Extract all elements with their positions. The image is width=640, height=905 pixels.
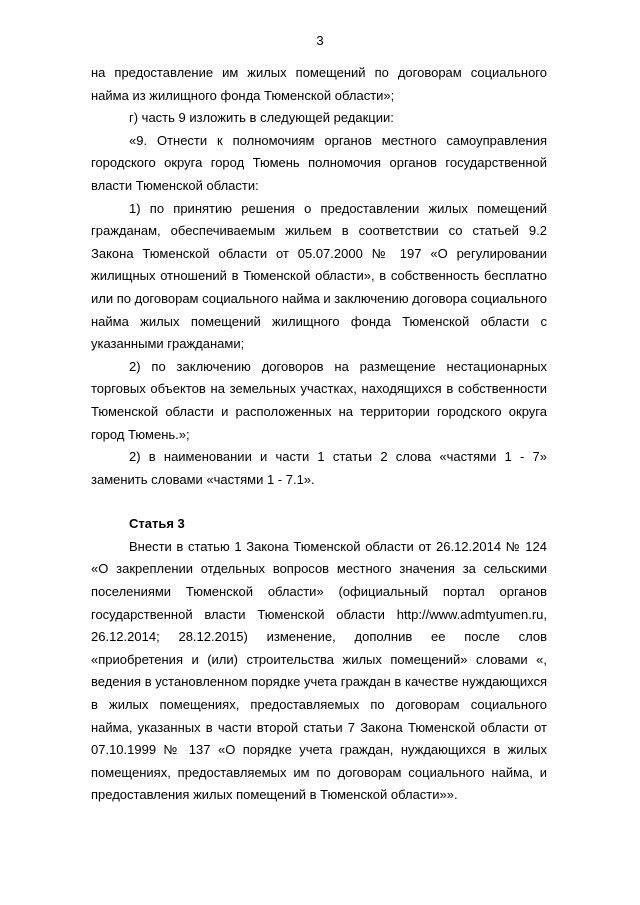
paragraph-part-9: «9. Отнести к полномочиям органов местного самоуправления городского округа город Тюмень полномочия органов государственной власти Тюменской области: — [91, 132, 547, 193]
article-3-title: Статья 3 — [129, 516, 185, 532]
paragraph-power-2: 2) по заключению договоров на размещение нестационарных торговых объектов на земельных участках, находящихся в собственности Тюменской области и расположенных на территории городского округа город Тюмень.»; — [91, 358, 547, 442]
paragraph-continuation: на предоставление им жилых помещений по договорам социального найма из жилищного фонда Тюменской области»; — [91, 65, 547, 103]
paragraph-power-1: 1) по принятию решения о предоставлении жилых помещений гражданам, обеспечиваемым жильем в соответствии со статьей 9.2 Закона Тюменской области от 05.07.2000 № 197 «О регулировании жилищных отношений в Тюменской области», в собственность бесплатно или по договорам социального найма и заключению договора социального найма жилых помещений жилищного фонда Тюменской области с указанными гражданами; — [91, 200, 548, 352]
paragraph-item-g: г) часть 9 изложить в следующей редакции: — [129, 110, 394, 126]
page-number: 3 — [316, 33, 324, 48]
article-3-text: Внести в статью 1 Закона Тюменской области от 26.12.2014 № 124 «О закреплении отдельных вопросов местного значения за сельскими поселениями Тюменской области» (официальный портал органов государственной власти Тюменской области http://www.admtyumen.ru, 26.12.2014; 28.12.2015) изменение, дополнив ее после слов «приобретения и (или) строительства жилых помещений» словами «, ведения в установленном порядке учета граждан в качестве нуждающихся в жилых помещениях, предоставляемых по договорам социального найма, указанных в части второй статьи 7 Закона Тюменской области от 07.10.1999 № 137 «О порядке учета граждан, нуждающихся в жилых помещениях, предоставляемых им по договорам социального найма, и предоставления жилых помещений в Тюменской области»». — [91, 538, 547, 803]
document-body — [91, 62, 547, 807]
paragraph-item-2: 2) в наименовании и части 1 статьи 2 слова «частями 1 - 7» заменить словами «частями 1 - 7.1». — [91, 449, 547, 487]
